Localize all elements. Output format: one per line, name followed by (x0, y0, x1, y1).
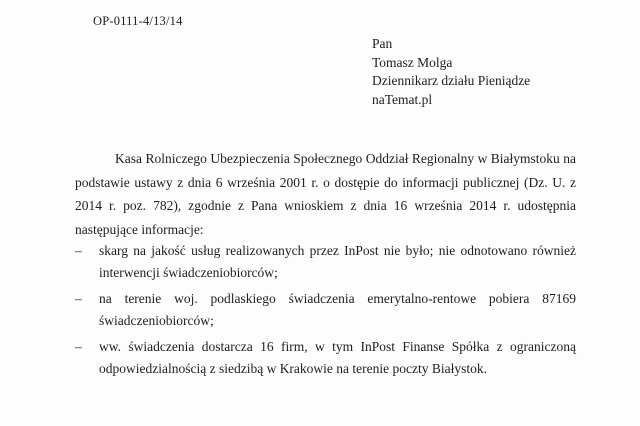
body-line: 2014 r. poz. 782), zgodnie z Pana wnioskiem z dnia 16 września 2014 r. udostępnia (75, 198, 576, 213)
list-item (75, 240, 576, 284)
bullet-dash: – (75, 243, 82, 258)
addressee-block (372, 35, 530, 109)
list-item-line: skarg na jakość usług realizowanych przez InPost nie było; nie odnotowano również (99, 243, 576, 258)
body-line: podstawie ustawy z dnia 6 września 2001 r. o dostępie do informacji publicznej (Dz. U. z (75, 174, 576, 190)
list-item-line: ww. świadczenia dostarcza 16 firm, w tym InPost Finanse Spółka z ograniczoną (99, 339, 576, 354)
addressee-salutation: Pan (372, 36, 393, 51)
addressee-outlet: naTemat.pl (372, 91, 433, 107)
addressee-name: Tomasz Molga (372, 54, 453, 70)
list-item-line: interwencji świadczeniobiorców; (99, 265, 278, 280)
bullet-list (75, 240, 576, 384)
list-item-line: odpowiedzialnością z siedzibą w Krakowie na terenie poczty Białystok. (99, 361, 487, 376)
body-line: Kasa Rolniczego Ubezpieczenia Społecznego Oddział Regionalny w Białymstoku na (115, 151, 576, 166)
body-paragraph (75, 147, 576, 241)
bullet-dash: – (75, 339, 82, 354)
addressee-role: Dziennikarz działu Pieniądze (372, 73, 531, 88)
list-item (75, 336, 576, 380)
reference-number: OP-0111-4/13/14 (93, 14, 183, 28)
list-item-line: świadczeniobiorców; (99, 313, 214, 328)
list-item-line: na terenie woj. podlaskiego świadczenia emerytalno-rentowe pobiera 87169 (99, 291, 576, 306)
bullet-dash: – (75, 291, 82, 306)
list-item (75, 288, 576, 332)
body-line: następujące informacje: (75, 221, 204, 237)
